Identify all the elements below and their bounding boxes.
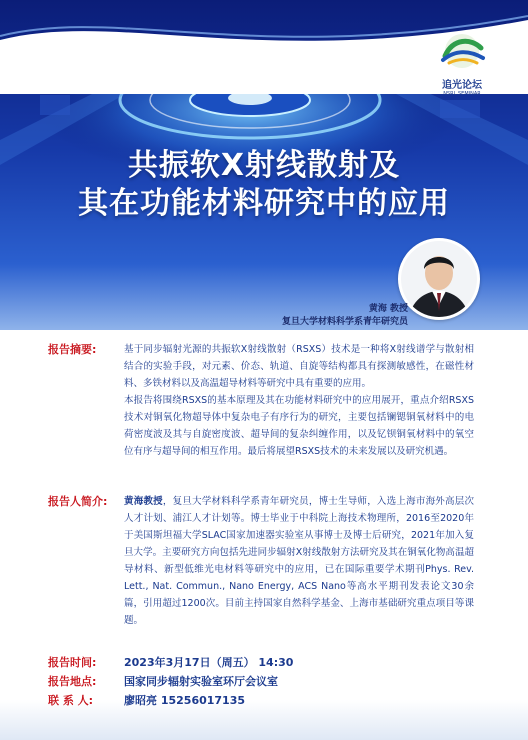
seminar-logo: [432, 32, 492, 97]
page-title-line2: 其在功能材料研究中的应用: [78, 186, 450, 221]
speaker-affiliation: 复旦大学材料科学系青年研究员: [281, 317, 408, 327]
abstract-label: 报告摘要:: [48, 343, 97, 356]
seminar-subtitle: NSRL SEMINAR: [443, 91, 481, 97]
time-value: 2023年3月17日（周五） 14:30: [124, 656, 294, 669]
contact-value: 廖昭亮 15256017135: [124, 694, 246, 707]
place-value: 国家同步辐射实验室环厅会议室: [124, 675, 278, 688]
time-label: 报告时间:: [48, 656, 97, 669]
abstract-paragraph-2: 本报告将围绕RSXS的基本原理及其在功能材料研究中的应用展开，重点介绍RSXS技术对铜氧化物超导体中复杂电子有序行为的研究，主要包括镧锶铜氧材料中的电荷密度波及其与自旋密度波、超导间的复杂纠缠作用，以及钇钡铜氧材料中的氧空位有序与超导间的相互作用。最后将展望RSXS技术的未来发展以及研究机遇。: [124, 395, 474, 457]
abstract-section: [48, 341, 474, 460]
place-row: [48, 673, 278, 690]
speaker-name: 黄海 教授: [368, 304, 408, 314]
bio-paragraph: [124, 493, 474, 629]
seminar-name: 追光论坛: [442, 80, 482, 91]
contact-row: [48, 692, 245, 709]
bio-section: [48, 493, 474, 629]
speaker-photo: [398, 238, 480, 320]
bio-name: 黄海教授: [124, 496, 163, 507]
contact-label: 联 系 人:: [48, 694, 94, 707]
speaker-portrait-icon: [401, 241, 477, 317]
time-row: [48, 654, 293, 671]
speaker-caption: [282, 303, 408, 329]
place-label: 报告地点:: [48, 675, 97, 688]
page-title-line1: 共振软X射线散射及: [127, 148, 401, 183]
bio-text: ，复旦大学材料科学系青年研究员，博士生导师，入选上海市海外高层次人才计划、浦江人才计划等。博士毕业于中科院上海技术物理所，2016至2020年于美国斯坦福大学SLAC国家加速器实验室从事博士及博士后研究，2021年加入复旦大学。主要研究方向包括先进同步辐射X射线散射方法研究及其在铜氧化物高温超导材料、新型低维光电材料等研究中的应用，已在国际重要学术期刊Phys. Rev. Lett., Nat. Commun., Nano Energy, ACS Nano等高水平期刊发表论文30余篇，引用超过1200次。目前主持国家自然科学基金、上海市基础研究重点项目等课题。: [124, 496, 474, 626]
bio-label: 报告人简介:: [48, 495, 108, 508]
seminar-logo-icon: [435, 32, 489, 70]
abstract-paragraph-1: 基于同步辐射光源的共振软X射线散射（RSXS）技术是一种将X射线谱学与散射相结合的实验手段，对元素、价态、轨道、自旋等结构都具有探测敏感性，在磁性材料、多铁材料以及高温超导材料等研究中具有重要的应用。: [124, 344, 474, 389]
